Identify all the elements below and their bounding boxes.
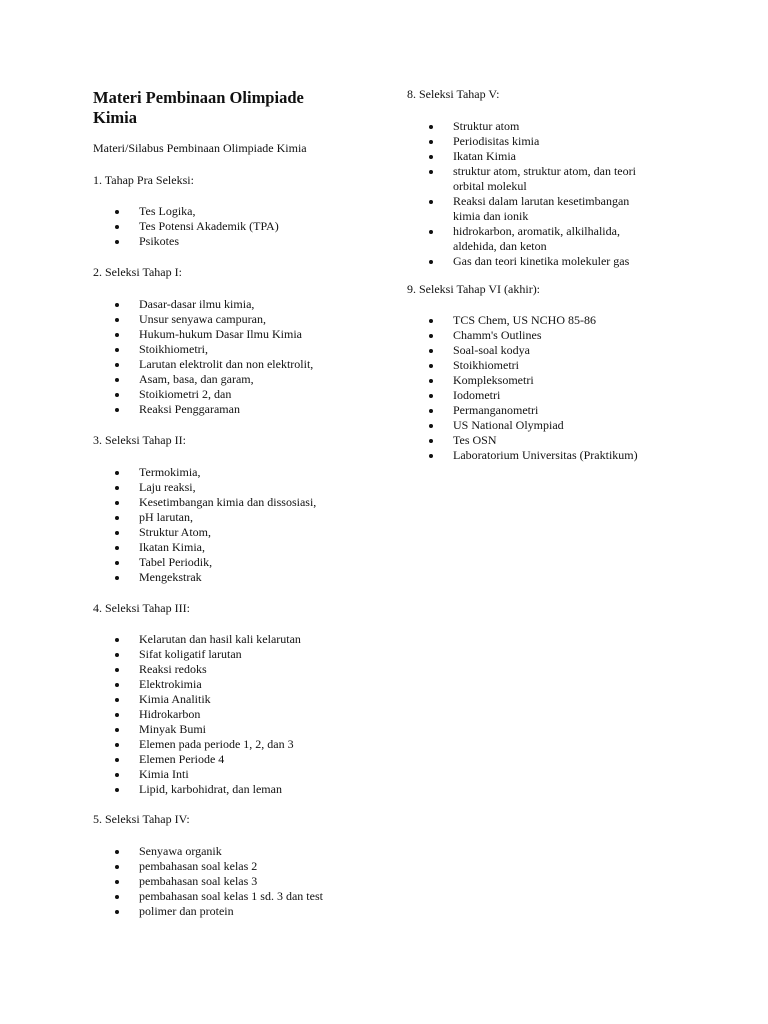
- bullet-icon: [115, 501, 119, 505]
- list-item: Elemen pada periode 1, 2, dan 3: [93, 737, 301, 752]
- section-seleksi-tahap-1: [93, 265, 373, 416]
- bullet-icon: [115, 486, 119, 490]
- item-list: [407, 313, 657, 463]
- bullet-icon: [115, 348, 119, 352]
- list-item: Laboratorium Universitas (Praktikum): [407, 448, 657, 463]
- list-item: Unsur senyawa campuran,: [93, 312, 313, 327]
- list-item: Kelarutan dan hasil kali kelarutan: [93, 632, 301, 647]
- bullet-icon: [429, 260, 433, 264]
- bullet-icon: [115, 531, 119, 535]
- section-heading: 3. Seleksi Tahap II:: [93, 433, 186, 447]
- item-list: [93, 844, 323, 919]
- bullet-icon: [115, 408, 119, 412]
- bullet-icon: [115, 240, 119, 244]
- list-item: Stoikhiometri: [407, 358, 657, 373]
- list-item: Elektrokimia: [93, 677, 301, 692]
- list-item: Stoikhiometri,: [93, 342, 313, 357]
- item-list: [407, 119, 637, 269]
- list-item: Kimia Inti: [93, 767, 301, 782]
- bullet-icon: [115, 363, 119, 367]
- list-item: Tes OSN: [407, 433, 657, 448]
- bullet-icon: [429, 364, 433, 368]
- bullet-icon: [115, 788, 119, 792]
- bullet-icon: [115, 850, 119, 854]
- list-item: pembahasan soal kelas 1 sd. 3 dan test: [93, 889, 323, 904]
- section-tahap-pra-seleksi: [93, 173, 373, 248]
- list-item: Minyak Bumi: [93, 722, 301, 737]
- list-item: Soal-soal kodya: [407, 343, 657, 358]
- bullet-icon: [115, 378, 119, 382]
- bullet-icon: [429, 334, 433, 338]
- list-item: Senyawa organik: [93, 844, 323, 859]
- bullet-icon: [115, 225, 119, 229]
- list-item: pembahasan soal kelas 3: [93, 874, 323, 889]
- list-item: Reaksi redoks: [93, 662, 301, 677]
- bullet-icon: [115, 668, 119, 672]
- list-item: Iodometri: [407, 388, 657, 403]
- section-heading: 5. Seleksi Tahap IV:: [93, 812, 190, 826]
- bullet-icon: [429, 170, 433, 174]
- bullet-icon: [115, 516, 119, 520]
- list-item: Laju reaksi,: [93, 480, 316, 495]
- bullet-icon: [115, 880, 119, 884]
- list-item: Psikotes: [93, 234, 279, 249]
- bullet-icon: [429, 200, 433, 204]
- bullet-icon: [115, 683, 119, 687]
- bullet-icon: [429, 394, 433, 398]
- list-item: Gas dan teori kinetika molekuler gas: [407, 254, 637, 269]
- item-list: [93, 632, 301, 797]
- section-seleksi-tahap-5: [407, 87, 667, 268]
- list-item: struktur atom, struktur atom, dan teori orbital molekul: [407, 164, 637, 194]
- list-item: polimer dan protein: [93, 904, 323, 919]
- list-item: Ikatan Kimia,: [93, 540, 316, 555]
- bullet-icon: [115, 638, 119, 642]
- section-seleksi-tahap-3: [93, 601, 373, 796]
- section-heading: 2. Seleksi Tahap I:: [93, 265, 182, 279]
- bullet-icon: [115, 546, 119, 550]
- list-item: pH larutan,: [93, 510, 316, 525]
- document-subtitle: Materi/Silabus Pembinaan Olimpiade Kimia: [93, 141, 307, 155]
- bullet-icon: [429, 424, 433, 428]
- bullet-icon: [115, 393, 119, 397]
- item-list: [93, 297, 313, 417]
- bullet-icon: [429, 140, 433, 144]
- bullet-icon: [115, 333, 119, 337]
- bullet-icon: [429, 125, 433, 129]
- list-item: Struktur atom: [407, 119, 637, 134]
- list-item: Hidrokarbon: [93, 707, 301, 722]
- bullet-icon: [115, 713, 119, 717]
- bullet-icon: [115, 318, 119, 322]
- list-item: Tabel Periodik,: [93, 555, 316, 570]
- section-seleksi-tahap-4: [93, 812, 373, 918]
- bullet-icon: [115, 653, 119, 657]
- list-item: Permanganometri: [407, 403, 657, 418]
- section-heading: 1. Tahap Pra Seleksi:: [93, 173, 194, 187]
- section-heading: 8. Seleksi Tahap V:: [407, 87, 500, 101]
- section-seleksi-tahap-6: [407, 282, 667, 462]
- list-item: Kesetimbangan kimia dan dissosiasi,: [93, 495, 316, 510]
- bullet-icon: [115, 576, 119, 580]
- bullet-icon: [115, 743, 119, 747]
- section-heading: 9. Seleksi Tahap VI (akhir):: [407, 282, 541, 296]
- bullet-icon: [115, 471, 119, 475]
- list-item: Ikatan Kimia: [407, 149, 637, 164]
- bullet-icon: [429, 349, 433, 353]
- bullet-icon: [429, 230, 433, 234]
- bullet-icon: [115, 728, 119, 732]
- list-item: Asam, basa, dan garam,: [93, 372, 313, 387]
- list-item: Lipid, karbohidrat, dan leman: [93, 782, 301, 797]
- bullet-icon: [115, 303, 119, 307]
- bullet-icon: [115, 210, 119, 214]
- bullet-icon: [115, 561, 119, 565]
- bullet-icon: [115, 698, 119, 702]
- bullet-icon: [115, 773, 119, 777]
- list-item: TCS Chem, US NCHO 85-86: [407, 313, 657, 328]
- list-item: Mengekstrak: [93, 570, 316, 585]
- list-item: Dasar-dasar ilmu kimia,: [93, 297, 313, 312]
- list-item: Kimia Analitik: [93, 692, 301, 707]
- list-item: Reaksi Penggaraman: [93, 402, 313, 417]
- bullet-icon: [115, 910, 119, 914]
- bullet-icon: [115, 758, 119, 762]
- bullet-icon: [115, 895, 119, 899]
- item-list: [93, 204, 279, 249]
- list-item: Reaksi dalam larutan kesetimbangan kimia dan ionik: [407, 194, 637, 224]
- list-item: Struktur Atom,: [93, 525, 316, 540]
- bullet-icon: [429, 155, 433, 159]
- list-item: pembahasan soal kelas 2: [93, 859, 323, 874]
- bullet-icon: [429, 409, 433, 413]
- section-heading: 4. Seleksi Tahap III:: [93, 601, 190, 615]
- bullet-icon: [429, 454, 433, 458]
- list-item: hidrokarbon, aromatik, alkilhalida, aldehida, dan keton: [407, 224, 637, 254]
- document-title: Materi Pembinaan Olimpiade Kimia: [93, 88, 304, 127]
- list-item: Stoikiometri 2, dan: [93, 387, 313, 402]
- bullet-icon: [429, 379, 433, 383]
- section-seleksi-tahap-2: [93, 433, 373, 584]
- list-item: Sifat koligatif larutan: [93, 647, 301, 662]
- list-item: Hukum-hukum Dasar Ilmu Kimia: [93, 327, 313, 342]
- item-list: [93, 465, 316, 585]
- list-item: Tes Logika,: [93, 204, 279, 219]
- bullet-icon: [115, 865, 119, 869]
- bullet-icon: [429, 319, 433, 323]
- list-item: Tes Potensi Akademik (TPA): [93, 219, 279, 234]
- list-item: Termokimia,: [93, 465, 316, 480]
- list-item: Elemen Periode 4: [93, 752, 301, 767]
- list-item: Larutan elektrolit dan non elektrolit,: [93, 357, 313, 372]
- list-item: Kompleksometri: [407, 373, 657, 388]
- list-item: Periodisitas kimia: [407, 134, 637, 149]
- list-item: US National Olympiad: [407, 418, 657, 433]
- bullet-icon: [429, 439, 433, 443]
- list-item: Chamm's Outlines: [407, 328, 657, 343]
